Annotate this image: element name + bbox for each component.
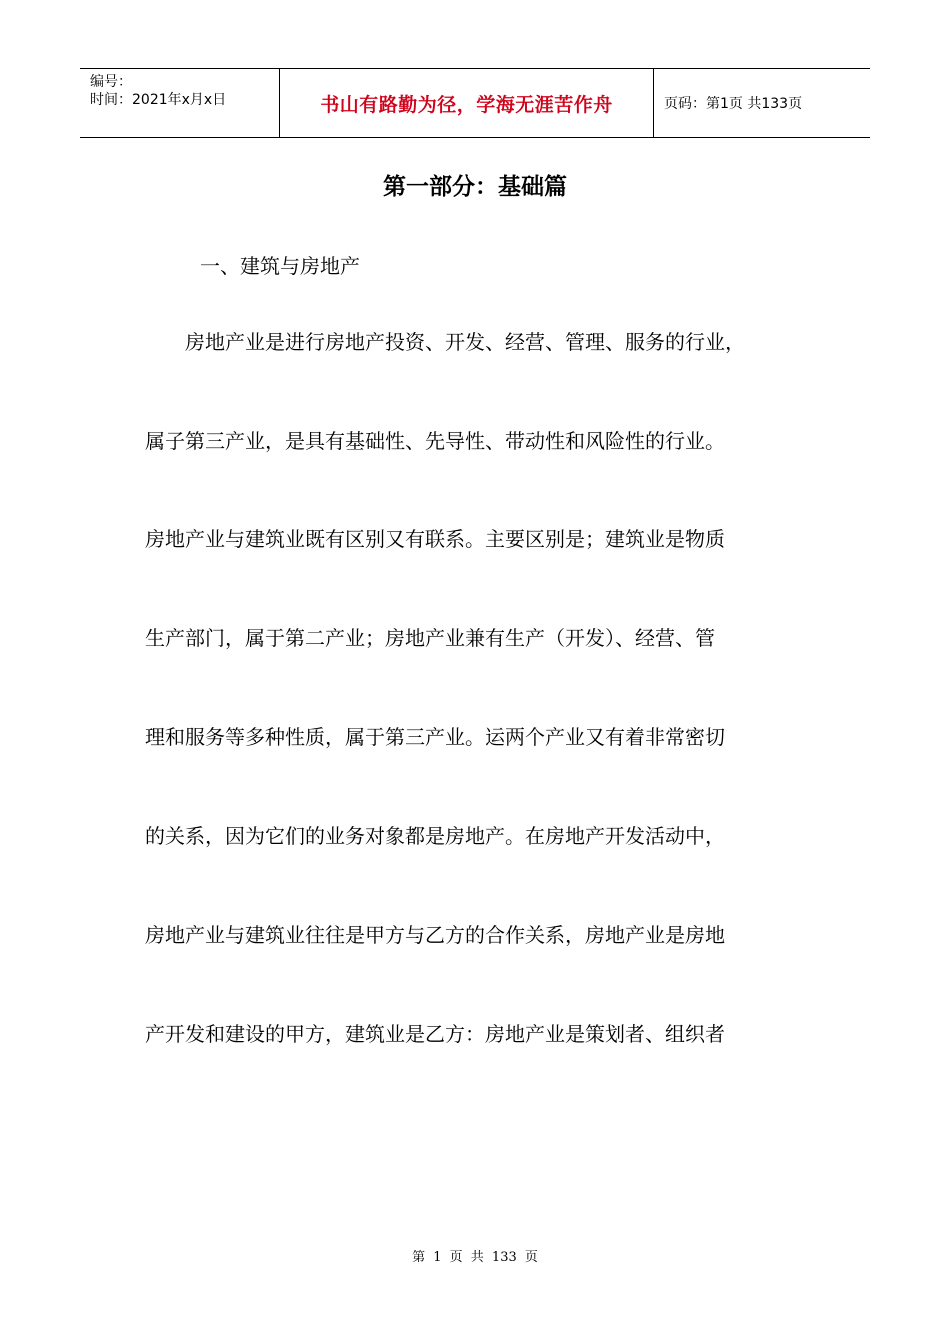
header-page-info: 页码：第1页 共133页: [664, 96, 803, 112]
section-heading: 一、建筑与房地产: [200, 254, 360, 278]
paragraph-line: 房地产业与建筑业往往是甲方与乙方的合作关系，房地产业是房地: [145, 923, 725, 947]
paragraph-line: 的关系，因为它们的业务对象都是房地产。在房地产开发活动中，: [145, 824, 725, 848]
paragraph-line: 理和服务等多种性质，属于第三产业。运两个产业又有着非常密切: [145, 725, 725, 749]
header-meta: [80, 69, 280, 137]
paragraph-line: 属子第三产业，是具有基础性、先导性、带动性和风险性的行业。: [145, 429, 725, 453]
document-title: 第一部分：基础篇: [383, 174, 567, 200]
date-label: 时间：2021年x月x日: [90, 92, 227, 108]
number-label: 编号：: [90, 74, 132, 90]
page-footer: 第 1 页 共 133 页: [412, 1250, 538, 1265]
document-header: [80, 68, 870, 138]
paragraph-line: 生产部门，属于第二产业；房地产业兼有生产（开发）、经营、管: [145, 626, 715, 650]
paragraph-line: 产开发和建设的甲方，建筑业是乙方：房地产业是策划者、组织者: [145, 1022, 725, 1046]
paragraph-line: 房地产业是进行房地产投资、开发、经营、管理、服务的行业，: [145, 330, 745, 354]
paragraph-line: 房地产业与建筑业既有区别又有联系。主要区别是；建筑业是物质: [145, 527, 725, 551]
header-motto: 书山有路勤为径，学海无涯苦作舟: [280, 69, 654, 137]
